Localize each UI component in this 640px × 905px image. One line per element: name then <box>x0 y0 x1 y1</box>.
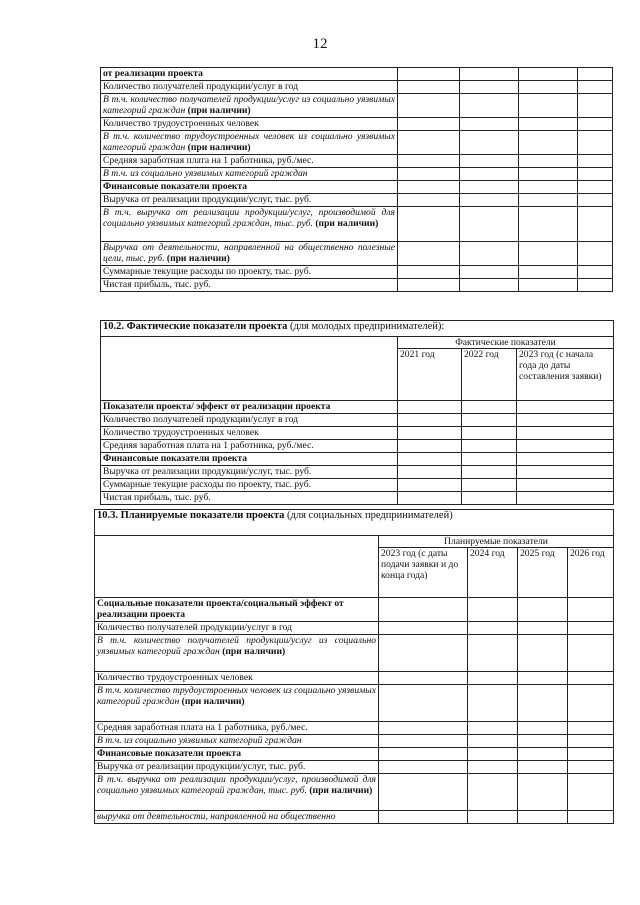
value-cell[interactable] <box>578 131 613 155</box>
table-row <box>95 811 614 824</box>
value-cell[interactable] <box>468 685 518 722</box>
row-label: В т.ч. количество получателей продукции/услуг из социально уязвимых категорий граждан (при наличии) <box>95 635 379 672</box>
value-cell[interactable] <box>468 811 518 824</box>
value-cell[interactable] <box>519 266 578 279</box>
value-cell[interactable] <box>468 622 518 635</box>
table-row <box>101 479 614 492</box>
row-label: Средняя заработная плата на 1 работника, руб./мес. <box>101 155 398 168</box>
value-cell[interactable] <box>519 155 578 168</box>
value-cell[interactable] <box>468 598 518 622</box>
value-cell[interactable] <box>398 68 460 81</box>
value-cell[interactable] <box>398 427 462 440</box>
value-cell[interactable] <box>519 181 578 194</box>
value-cell[interactable] <box>518 761 568 774</box>
value-cell[interactable] <box>578 118 613 131</box>
value-cell[interactable] <box>568 811 614 824</box>
table-row <box>101 94 613 118</box>
row-label: Количество получателей продукции/услуг в год <box>95 622 379 635</box>
table-row <box>95 774 614 811</box>
section-title-10-2: 10.2. Фактические показатели проекта (для молодых предпринимателей): <box>101 321 614 337</box>
row-label: В т.ч. из социально уязвимых категорий граждан <box>101 168 398 181</box>
table-row <box>101 492 614 505</box>
row-label: В т.ч. количество трудоустроенных человек из социально уязвимых категорий граждан (при наличии) <box>95 685 379 722</box>
value-cell[interactable] <box>578 81 613 94</box>
value-cell[interactable] <box>568 774 614 811</box>
section-title-10-3: 10.3. Планируемые показатели проекта (для социальных предпринимателей) <box>95 510 614 536</box>
row-label: Выручка от реализации продукции/услуг, тыс. руб. <box>101 194 398 207</box>
value-cell[interactable] <box>462 453 517 466</box>
value-cell[interactable] <box>578 266 613 279</box>
value-cell[interactable] <box>398 181 460 194</box>
table-row <box>101 242 613 266</box>
group-header-planned: Планируемые показатели <box>379 536 614 548</box>
value-cell[interactable] <box>519 131 578 155</box>
value-cell[interactable] <box>578 181 613 194</box>
value-cell[interactable] <box>398 131 460 155</box>
table-row <box>95 761 614 774</box>
value-cell[interactable] <box>398 479 462 492</box>
value-cell[interactable] <box>519 118 578 131</box>
value-cell[interactable] <box>398 155 460 168</box>
row-label: Количество трудоустроенных человек <box>101 118 398 131</box>
value-cell[interactable] <box>379 598 468 622</box>
row-label: выручка от деятельности, направленной на общественно <box>95 811 379 824</box>
year-header: 2023 год (с даты подачи заявки и до конца года) <box>379 548 468 598</box>
value-cell[interactable] <box>462 492 517 505</box>
row-label: В т.ч. количество получателей продукции/услуг из социально уязвимых категорий граждан (при наличии) <box>101 94 398 118</box>
value-cell[interactable] <box>578 279 613 292</box>
value-cell[interactable] <box>568 598 614 622</box>
table-row <box>95 685 614 722</box>
value-cell[interactable] <box>578 207 613 242</box>
value-cell[interactable] <box>460 279 519 292</box>
value-cell[interactable] <box>460 181 519 194</box>
value-cell[interactable] <box>518 735 568 748</box>
value-cell[interactable] <box>379 635 468 672</box>
value-cell[interactable] <box>518 774 568 811</box>
table-row <box>101 118 613 131</box>
table-row <box>101 414 614 427</box>
year-header: 2024 год <box>468 548 518 598</box>
row-label: Чистая прибыль, тыс. руб. <box>101 492 398 505</box>
value-cell[interactable] <box>460 94 519 118</box>
table-indicators-continued <box>100 67 613 292</box>
year-header: 2023 год (с начала года до даты составления заявки) <box>517 349 614 401</box>
value-cell[interactable] <box>379 748 468 761</box>
row-label: Количество трудоустроенных человек <box>101 427 398 440</box>
value-cell[interactable] <box>398 466 462 479</box>
value-cell[interactable] <box>398 492 462 505</box>
value-cell[interactable] <box>460 131 519 155</box>
table-row <box>101 440 614 453</box>
value-cell[interactable] <box>462 440 517 453</box>
value-cell[interactable] <box>578 94 613 118</box>
value-cell[interactable] <box>568 761 614 774</box>
value-cell[interactable] <box>519 194 578 207</box>
value-cell[interactable] <box>518 672 568 685</box>
year-header: 2026 год <box>568 548 614 598</box>
value-cell[interactable] <box>519 279 578 292</box>
value-cell[interactable] <box>568 635 614 672</box>
row-label: Показатели проекта/ эффект от реализации проекта <box>101 401 398 414</box>
value-cell[interactable] <box>398 194 460 207</box>
value-cell[interactable] <box>468 761 518 774</box>
value-cell[interactable] <box>460 168 519 181</box>
value-cell[interactable] <box>517 453 614 466</box>
row-label: Социальные показатели проекта/социальный эффект от реализации проекта <box>95 598 379 622</box>
value-cell[interactable] <box>398 81 460 94</box>
table-row <box>95 722 614 735</box>
value-cell[interactable] <box>518 722 568 735</box>
value-cell[interactable] <box>518 748 568 761</box>
value-cell[interactable] <box>519 168 578 181</box>
table-row <box>101 427 614 440</box>
value-cell[interactable] <box>398 279 460 292</box>
row-label: Средняя заработная плата на 1 работника, руб./мес. <box>101 440 398 453</box>
value-cell[interactable] <box>517 492 614 505</box>
table-row <box>95 672 614 685</box>
row-label: Выручка от деятельности, направленной на общественно полезные цели, тыс. руб. (при наличии) <box>101 242 398 266</box>
row-label: Количество получателей продукции/услуг в год <box>101 414 398 427</box>
value-cell[interactable] <box>398 242 460 266</box>
value-cell[interactable] <box>379 774 468 811</box>
row-label: В т.ч. выручка от реализации продукции/услуг, производимой для социально уязвимых категорий граждан, тыс. руб. (при наличии) <box>95 774 379 811</box>
value-cell[interactable] <box>468 735 518 748</box>
header-blank-cell <box>101 337 398 401</box>
value-cell[interactable] <box>517 401 614 414</box>
table-row <box>101 168 613 181</box>
row-label: Финансовые показатели проекта <box>95 748 379 761</box>
value-cell[interactable] <box>460 242 519 266</box>
table-row <box>101 155 613 168</box>
row-label: Выручка от реализации продукции/услуг, тыс. руб. <box>101 466 398 479</box>
value-cell[interactable] <box>517 479 614 492</box>
value-cell[interactable] <box>379 685 468 722</box>
value-cell[interactable] <box>468 672 518 685</box>
value-cell[interactable] <box>568 672 614 685</box>
value-cell[interactable] <box>462 479 517 492</box>
value-cell[interactable] <box>517 440 614 453</box>
table-row <box>101 194 613 207</box>
value-cell[interactable] <box>518 622 568 635</box>
table-planned-indicators <box>94 509 614 824</box>
table-row <box>101 81 613 94</box>
value-cell[interactable] <box>468 748 518 761</box>
year-header: 2021 год <box>398 349 462 401</box>
table-row <box>101 207 613 242</box>
row-label: Количество получателей продукции/услуг в год <box>101 81 398 94</box>
row-label: В т.ч. количество трудоустроенных человек из социально уязвимых категорий граждан (при наличии) <box>101 131 398 155</box>
row-label: Средняя заработная плата на 1 работника, руб./мес. <box>95 722 379 735</box>
year-header: 2022 год <box>462 349 517 401</box>
value-cell[interactable] <box>578 155 613 168</box>
value-cell[interactable] <box>379 811 468 824</box>
row-label: Суммарные текущие расходы по проекту, тыс. руб. <box>101 266 398 279</box>
value-cell[interactable] <box>519 207 578 242</box>
table-row <box>101 266 613 279</box>
value-cell[interactable] <box>519 68 578 81</box>
row-label: от реализации проекта <box>101 68 398 81</box>
table-row <box>95 635 614 672</box>
value-cell[interactable] <box>568 622 614 635</box>
value-cell[interactable] <box>462 427 517 440</box>
value-cell[interactable] <box>398 118 460 131</box>
value-cell[interactable] <box>518 635 568 672</box>
table-row <box>95 622 614 635</box>
value-cell[interactable] <box>468 635 518 672</box>
row-label: В т.ч. выручка от реализации продукции/услуг, производимой для социально уязвимых категорий граждан, тыс. руб. (при наличии) <box>101 207 398 242</box>
value-cell[interactable] <box>518 685 568 722</box>
value-cell[interactable] <box>398 266 460 279</box>
value-cell[interactable] <box>398 401 462 414</box>
value-cell[interactable] <box>568 735 614 748</box>
value-cell[interactable] <box>460 118 519 131</box>
value-cell[interactable] <box>578 194 613 207</box>
value-cell[interactable] <box>379 722 468 735</box>
value-cell[interactable] <box>462 401 517 414</box>
value-cell[interactable] <box>578 168 613 181</box>
page-number: 12 <box>312 36 328 52</box>
value-cell[interactable] <box>398 453 462 466</box>
value-cell[interactable] <box>460 81 519 94</box>
value-cell[interactable] <box>517 414 614 427</box>
row-label: Суммарные текущие расходы по проекту, тыс. руб. <box>101 479 398 492</box>
table-row <box>101 181 613 194</box>
value-cell[interactable] <box>468 774 518 811</box>
value-cell[interactable] <box>519 94 578 118</box>
value-cell[interactable] <box>379 672 468 685</box>
year-header: 2025 год <box>518 548 568 598</box>
value-cell[interactable] <box>468 722 518 735</box>
value-cell[interactable] <box>518 598 568 622</box>
table-row <box>101 453 614 466</box>
header-blank-cell <box>95 536 379 598</box>
table-row <box>95 735 614 748</box>
row-label: Количество трудоустроенных человек <box>95 672 379 685</box>
value-cell[interactable] <box>379 622 468 635</box>
value-cell[interactable] <box>460 68 519 81</box>
value-cell[interactable] <box>578 68 613 81</box>
row-label: Финансовые показатели проекта <box>101 453 398 466</box>
row-label: В т.ч. из социально уязвимых категорий граждан <box>95 735 379 748</box>
row-label: Чистая прибыль, тыс. руб. <box>101 279 398 292</box>
value-cell[interactable] <box>398 168 460 181</box>
value-cell[interactable] <box>398 94 460 118</box>
value-cell[interactable] <box>518 811 568 824</box>
value-cell[interactable] <box>519 81 578 94</box>
row-label: Финансовые показатели проекта <box>101 181 398 194</box>
table-row <box>101 68 613 81</box>
value-cell[interactable] <box>517 466 614 479</box>
value-cell[interactable] <box>462 414 517 427</box>
value-cell[interactable] <box>517 427 614 440</box>
table-row <box>101 131 613 155</box>
value-cell[interactable] <box>462 466 517 479</box>
value-cell[interactable] <box>398 414 462 427</box>
value-cell[interactable] <box>460 266 519 279</box>
table-row <box>95 598 614 622</box>
value-cell[interactable] <box>398 207 460 242</box>
value-cell[interactable] <box>568 685 614 722</box>
value-cell[interactable] <box>460 194 519 207</box>
value-cell[interactable] <box>398 440 462 453</box>
table-row <box>101 279 613 292</box>
table-row <box>101 466 614 479</box>
row-label: Выручка от реализации продукции/услуг, тыс. руб. <box>95 761 379 774</box>
value-cell[interactable] <box>379 761 468 774</box>
value-cell[interactable] <box>460 155 519 168</box>
value-cell[interactable] <box>578 242 613 266</box>
table-row <box>101 401 614 414</box>
value-cell[interactable] <box>568 722 614 735</box>
value-cell[interactable] <box>519 242 578 266</box>
value-cell[interactable] <box>379 735 468 748</box>
table-row <box>95 748 614 761</box>
value-cell[interactable] <box>460 207 519 242</box>
value-cell[interactable] <box>568 748 614 761</box>
group-header-actual: Фактические показатели <box>398 337 614 349</box>
table-actual-indicators <box>100 320 614 505</box>
